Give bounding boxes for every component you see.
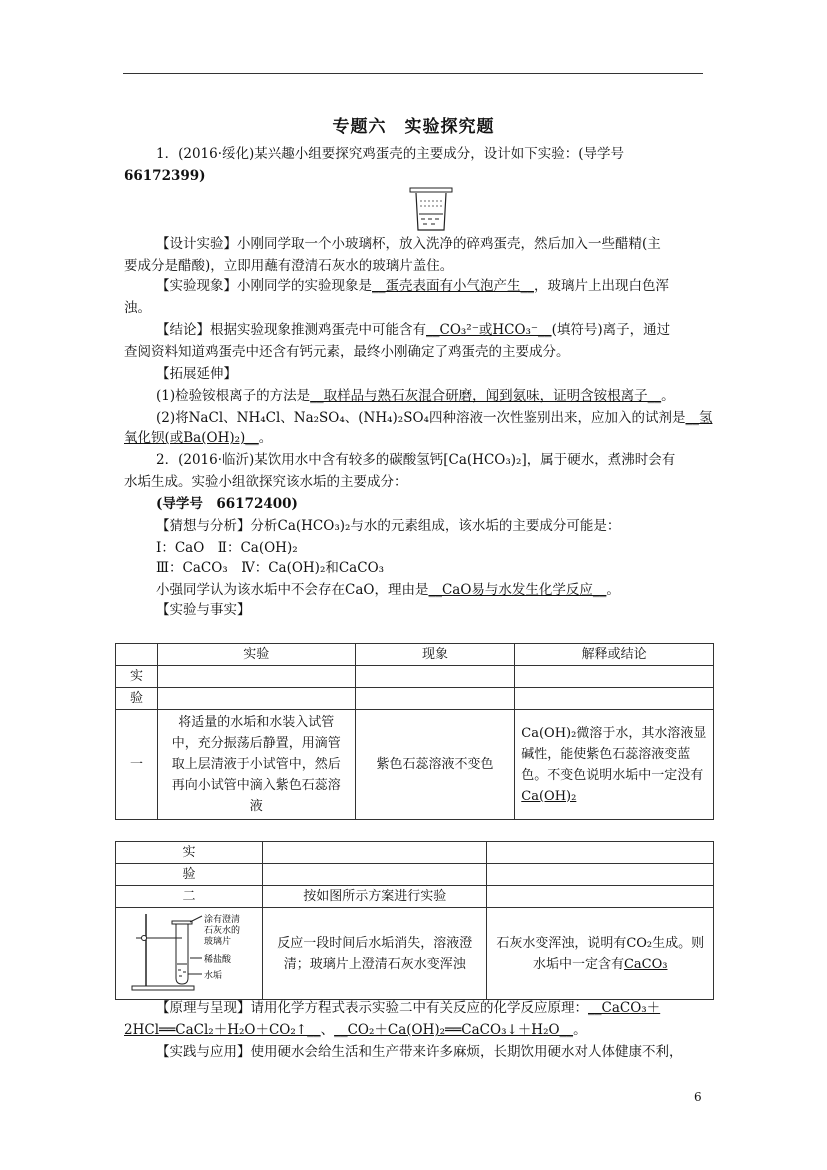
ext1-text-a: (1)检验铵根离子的方法是 — [156, 388, 311, 404]
fig-label-4: 稀盐酸 — [204, 955, 232, 965]
q2-line3: (导学号 66172400) — [156, 496, 298, 512]
conclusion-2-text: 石灰水变浑浊，说明有CO₂生成。则水垢中一定含有 — [496, 935, 705, 972]
guess-text: 分析Ca(HCO₃)₂与水的元素组成，该水垢的主要成分可能是： — [250, 518, 621, 534]
guess-label: 【猜想与分析】 — [156, 518, 251, 534]
guess-options-1: Ⅰ：CaO Ⅱ：Ca(OH)₂ — [156, 540, 298, 556]
phen-answer: __蛋壳表面有小气泡产生__ — [372, 278, 534, 294]
phenomenon-2-cell: 反应一段时间后水垢消失，溶液澄清；玻璃片上澄清石灰水变浑浊 — [262, 908, 486, 1000]
phen-text-b: ，玻璃片上出现白色浑 — [534, 278, 669, 294]
table-header: 解释或结论 — [515, 644, 714, 666]
table-cell — [355, 666, 515, 688]
page-number: 6 — [694, 1090, 702, 1104]
phen-text-a: 小刚同学的实验现象是 — [237, 278, 372, 294]
table-cell — [515, 688, 714, 710]
ext2-text-b: 。 — [258, 430, 273, 446]
ext-label: 【拓展延伸】 — [156, 366, 237, 382]
table-cell: 验 — [116, 864, 263, 886]
experiment-table-1 — [115, 643, 714, 820]
concl-text-a: 根据实验现象推测鸡蛋壳中可能含有 — [210, 322, 426, 338]
table-cell — [355, 688, 515, 710]
table-header: 实验 — [157, 644, 355, 666]
fig-label-2: 石灰水的 — [204, 926, 241, 936]
reason-answer: __CaO易与水发生化学反应__ — [428, 582, 607, 598]
q1-line1: 1．(2016·绥化)某兴趣小组要探究鸡蛋壳的主要成分，设计如下实验：(导学号 — [156, 146, 625, 162]
principle-end: 。 — [573, 1022, 587, 1038]
table-row — [116, 886, 714, 908]
principle-answer-1: __CaCO₃＋ — [588, 1000, 661, 1016]
reason-text-b: 。 — [606, 582, 620, 598]
principle-answer-2: 2HCl══CaCl₂＋H₂O＋CO₂↑__ — [124, 1022, 321, 1038]
practice-text: 使用硬水会给生活和生产带来许多麻烦，长期饮用硬水对人体健康不利， — [250, 1044, 683, 1060]
table-cell — [157, 666, 355, 688]
table-row — [116, 908, 714, 1000]
design-label: 【设计实验】 — [156, 236, 237, 252]
table-row — [116, 842, 714, 864]
table-row — [116, 864, 714, 886]
plan-cell: 按如图所示方案进行实验 — [262, 886, 486, 908]
ext2-text-a: (2)将NaCl、NH₄Cl、Na₂SO₄、(NH₄)₂SO₄四种溶液一次性鉴别出来，应加入的试剂是 — [156, 410, 686, 426]
principle-sep: 、 — [320, 1022, 335, 1038]
concl-text-b: (填符号)离子，通过 — [551, 322, 671, 338]
table-row — [116, 666, 714, 688]
table-cell — [157, 688, 355, 710]
q2-line2: 水垢生成。实验小组欲探究该水垢的主要成分： — [124, 474, 408, 490]
reason-text-a: 小强同学认为该水垢中不会存在CaO，理由是 — [156, 582, 429, 598]
beaker-figure — [408, 186, 454, 232]
apparatus-cell — [116, 908, 263, 1000]
practice-label: 【实践与应用】 — [156, 1044, 251, 1060]
q2-line1: 2．(2016·临沂)某饮用水中含有较多的碳酸氢钙[Ca(HCO₃)₂]，属于硬水，煮沸时会有 — [156, 452, 676, 468]
q1-line2: 66172399) — [124, 168, 206, 184]
table-row — [116, 688, 714, 710]
table-cell — [487, 864, 714, 886]
table-cell: 一 — [116, 710, 158, 820]
concl-label: 【结论】 — [156, 322, 210, 338]
table-row — [116, 710, 714, 820]
phen-text-2: 浊。 — [124, 300, 151, 316]
experiment-1-cell: 将适量的水垢和水装入试管中，充分振荡后静置，用滴管取上层清液于小试管中，然后再向小试管中滴入紫色石蕊溶液 — [157, 710, 355, 820]
table-row — [116, 644, 714, 666]
guess-options-2: Ⅲ：CaCO₃ Ⅳ：Ca(OH)₂和CaCO₃ — [156, 560, 385, 576]
ext2-answer-2: 氧化钡(或Ba(OH)₂)__ — [124, 430, 259, 446]
fig-label-3: 玻璃片 — [204, 937, 232, 947]
principle-answer-3: __CO₂＋Ca(OH)₂══CaCO₃↓＋H₂O__ — [334, 1022, 574, 1038]
experiment-table-2 — [115, 841, 714, 1000]
table-cell — [515, 666, 714, 688]
principle-text: 请用化学方程式表示实验二中有关反应的化学反应原理： — [250, 1000, 588, 1016]
table-cell: 二 — [116, 886, 263, 908]
conclusion-1-cell — [515, 710, 714, 820]
phen-label: 【实验现象】 — [156, 278, 237, 294]
conclusion-2-answer: CaCO₃ — [623, 956, 668, 972]
design-text-2: 要成分是醋酸)，立即用蘸有澄清石灰水的玻璃片盖住。 — [124, 258, 454, 274]
header-rule — [123, 73, 703, 74]
conclusion-1-answer: Ca(OH)₂ — [521, 788, 577, 804]
table-cell: 实 — [116, 666, 158, 688]
table-cell: 实 — [116, 842, 263, 864]
table-cell — [262, 842, 486, 864]
page-title: 专题六 实验探究题 — [332, 117, 495, 137]
phenomenon-1-cell: 紫色石蕊溶液不变色 — [355, 710, 515, 820]
conclusion-1-text: Ca(OH)₂微溶于水，其水溶液显碱性，能使紫色石蕊溶液变蓝色。不变色说明水垢中一定没有 — [521, 725, 707, 783]
fig-label-5: 水垢 — [204, 971, 223, 981]
table-cell — [262, 864, 486, 886]
concl-answer: __CO₃²⁻或HCO₃⁻__ — [426, 322, 552, 338]
ext1-text-b: 。 — [661, 388, 675, 404]
fact-label: 【实验与事实】 — [156, 602, 251, 618]
fig-label-1: 涂有澄清 — [204, 915, 241, 925]
ext1-answer: __取样品与熟石灰混合研磨，闻到氨味，证明含铵根离子__ — [310, 388, 662, 404]
table-cell — [116, 644, 158, 666]
ext2-answer-1: __氢 — [685, 410, 713, 426]
principle-label: 【原理与呈现】 — [156, 1000, 251, 1016]
table-cell — [487, 842, 714, 864]
apparatus-figure — [116, 908, 261, 992]
concl-text-2: 查阅资料知道鸡蛋壳中还含有钙元素，最终小刚确定了鸡蛋壳的主要成分。 — [124, 344, 570, 360]
table-cell — [487, 886, 714, 908]
design-text-1: 小刚同学取一个小玻璃杯，放入洗净的碎鸡蛋壳，然后加入一些醋精(主 — [237, 236, 661, 252]
conclusion-2-cell — [487, 908, 714, 1000]
table-header: 现象 — [355, 644, 515, 666]
table-cell: 验 — [116, 688, 158, 710]
